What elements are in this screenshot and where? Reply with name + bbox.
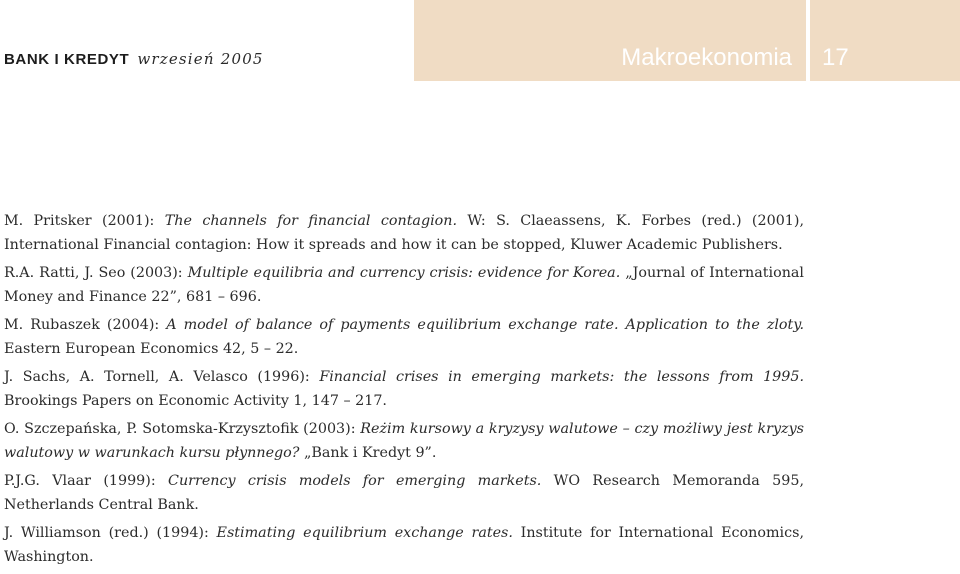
reference-source: WO Research Memoranda 595, Netherlands Central Bank.: [4, 473, 804, 513]
reference-authors: J. Williamson (red.) (1994):: [4, 525, 217, 541]
page-number-box: [810, 0, 960, 81]
reference-item: [4, 522, 804, 569]
reference-item: [4, 418, 804, 465]
reference-title: Currency crisis models for emerging markets.: [168, 473, 542, 489]
reference-title: Reżim kursowy a kryzysy walutowe – czy możliwy jest kryzys walutowy w warunkach kursu płynnego?: [4, 421, 804, 461]
reference-title: Multiple equilibria and currency crisis: evidence for Korea.: [187, 265, 621, 281]
reference-title: A model of balance of payments equilibrium exchange rate. Application to the zloty.: [166, 317, 804, 333]
reference-source: „Journal of International Money and Finance 22”, 681 – 696.: [4, 265, 804, 305]
reference-title: Financial crises in emerging markets: the lessons from 1995.: [319, 369, 805, 385]
reference-item: [4, 262, 804, 309]
reference-title: Estimating equilibrium exchange rates.: [216, 525, 513, 541]
reference-title: The channels for financial contagion.: [164, 213, 458, 229]
section-banner: [414, 0, 806, 81]
reference-source: Brookings Papers on Economic Activity 1, 147 – 217.: [4, 392, 387, 409]
reference-item: [4, 470, 804, 517]
reference-item: [4, 210, 804, 257]
journal-masthead: [4, 50, 264, 72]
reference-source: W: S. Claeassens, K. Forbes (red.) (2001), International Financial contagion: How it spreads and how it can be stopped, Kluwer Academic Publishers.: [4, 213, 805, 253]
reference-source: Eastern European Economics 42, 5 – 22.: [4, 340, 299, 357]
bibliography: [4, 210, 804, 574]
page-number: 17: [822, 44, 849, 71]
reference-authors: O. Szczepańska, P. Sotomska-Krzysztofik (2003):: [4, 421, 361, 437]
reference-source: „Bank i Kredyt 9”.: [299, 444, 437, 461]
journal-name: BANK I KREDYT: [4, 51, 130, 68]
reference-authors: R.A. Ratti, J. Seo (2003):: [4, 265, 188, 281]
issue-date: wrzesień 2005: [137, 50, 264, 68]
reference-authors: M. Rubaszek (2004):: [4, 317, 167, 333]
reference-item: [4, 314, 804, 361]
reference-authors: J. Sachs, A. Tornell, A. Velasco (1996):: [4, 369, 320, 385]
reference-source: Institute for International Economics, Washington.: [4, 525, 804, 565]
reference-authors: P.J.G. Vlaar (1999):: [4, 473, 168, 489]
reference-item: [4, 366, 804, 413]
section-title: Makroekonomia: [621, 44, 792, 71]
reference-authors: M. Pritsker (2001):: [4, 213, 165, 229]
